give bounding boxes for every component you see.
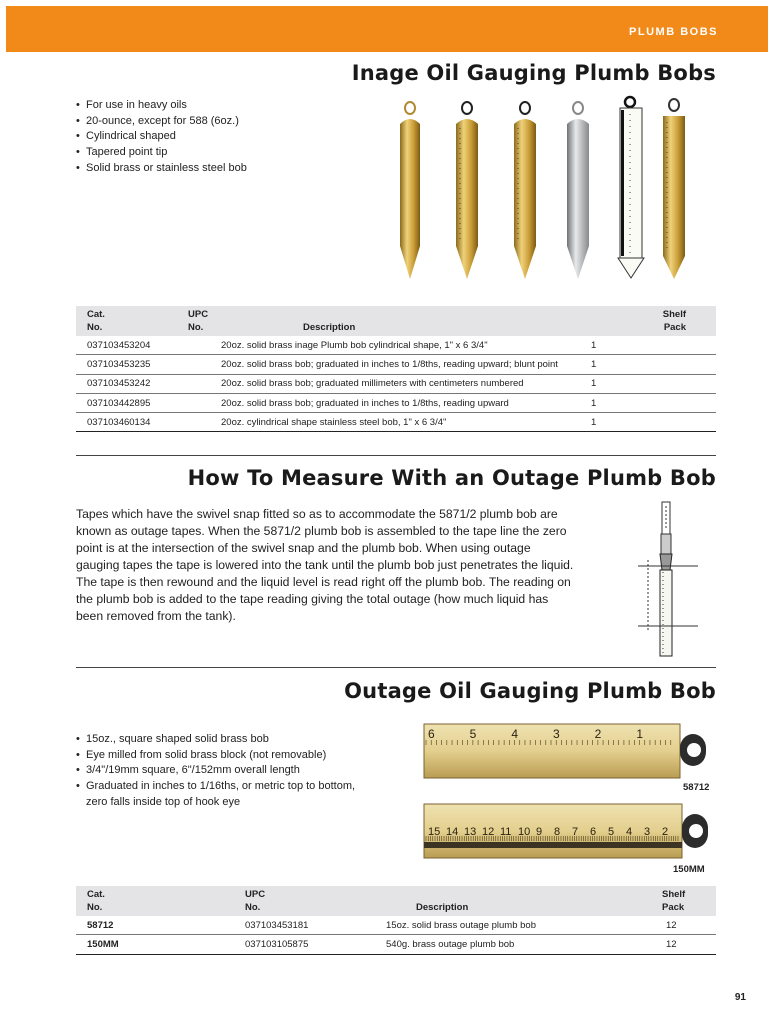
cat-no: 037103453242 [76,374,177,393]
cat-no: 58712 [76,916,205,935]
outage-tape-diagram [628,500,708,660]
section2-paragraph: Tapes which have the swivel snap fitted so as to accommodate the 5871/2 plumb bob are known as outage tapes. When the 5871/2 plumb bob is assembled to the tape line the zero point is at the intersection of the swivel snap and the plumb bob. When using outage gauging tapes the tape is lowered into the tank until the plumb bob just penetrates the liquid. The tape is then rewound and the liquid level is read right off the plumb bob. The reading on the plumb bob is added to the tape reading giving the total outage (how much liquid has been removed from the tank). [76,507,574,623]
col-desc: Description [292,306,591,336]
page-number: 91 [734,992,746,1003]
table-row [76,393,716,412]
table-row [76,336,716,355]
section2-title: How To Measure With an Outage Plumb Bob [187,466,716,490]
shelf-pack: 1 [591,336,716,355]
bullet: • Cylindrical shaped [76,129,247,145]
ruler-number: 2 [662,826,669,838]
outage-bob-58712-image [420,720,710,782]
cat-no: 150MM [76,935,205,954]
col-upc: UPC No. [205,886,366,916]
cat-no: 037103453204 [76,336,177,355]
ruler-number: 9 [536,826,543,838]
ruler-number: 5 [469,727,477,741]
col-pack: Shelf Pack [602,886,716,916]
section3-table [76,886,716,955]
shelf-pack: 1 [591,413,716,432]
ruler-number: 1 [636,727,644,741]
bullet: • 3/4"/19mm square, 6"/152mm overall length [76,763,376,779]
upc-no: 037103105875 [205,935,366,954]
ruler-number: 12 [482,826,495,838]
bullet: • 20-ounce, except for 588 (6oz.) [76,114,247,130]
upc-no: 037103453181 [205,916,366,935]
section1-title: Inage Oil Gauging Plumb Bobs [351,61,716,85]
bob-brass-tall [663,99,685,279]
ruler-number: 11 [500,826,512,838]
shelf-pack: 1 [591,374,716,393]
shelf-pack: 1 [591,393,716,412]
caption-150mm: 150MM [673,864,705,875]
divider [76,455,716,456]
bullet: • 15oz., square shaped solid brass bob [76,732,376,748]
col-cat: Cat. No. [76,886,205,916]
divider [76,667,716,668]
description: 20oz. solid brass bob; graduated in inches to 1/8ths, reading upward; blunt point [177,355,591,374]
section1-bullets [76,98,247,177]
bob-brass-graduated [456,102,478,279]
shelf-pack: 12 [602,916,716,935]
caption-58712: 58712 [683,782,710,793]
ruler-number: 14 [446,826,459,838]
bullet: • Graduated in inches to 1/16ths, or metric top to bottom, zero falls inside top of hook eye [76,779,376,810]
ruler-number: 4 [511,727,519,741]
bullet: • Solid brass or stainless steel bob [76,161,247,177]
table-row [76,935,716,954]
outage-bob-150mm-image [420,798,710,864]
table-header [76,886,716,916]
ruler-number: 6 [590,826,597,838]
bob-stainless [567,102,589,279]
ruler-number: 6 [428,727,435,741]
description: 15oz. solid brass outage plumb bob [366,916,602,935]
description: 20oz. solid brass bob; graduated in inches to 1/8ths, reading upward [177,393,591,412]
section1-table [76,306,716,432]
ruler-number: 5 [608,826,615,838]
ruler-number: 8 [554,826,561,838]
bullet: • Eye milled from solid brass block (not removable) [76,748,376,764]
ruler-number: 4 [626,826,633,838]
table-row [76,916,716,935]
bullet: • Tapered point tip [76,145,247,161]
cat-no: 037103442895 [76,393,177,412]
col-desc: Description [366,886,602,916]
table-header [76,306,716,336]
col-cat: Cat. No. [76,306,177,336]
section3-bullets [76,732,376,811]
description: 20oz. solid brass inage Plumb bob cylindrical shape, 1" x 6 3/4" [177,336,591,355]
col-pack: Shelf Pack [591,306,716,336]
plumb-bobs-image [390,96,690,286]
cat-no: 037103453235 [76,355,177,374]
col-upc: UPC No. [177,306,292,336]
shelf-pack: 12 [602,935,716,954]
cat-no: 037103460134 [76,413,177,432]
bob-outage-scale [618,97,644,278]
table-row [76,413,716,432]
ruler-number: 3 [644,826,651,838]
ruler-number: 3 [553,727,560,741]
description: 20oz. solid brass bob; graduated millimeters with centimeters numbered [177,374,591,393]
bullet: • For use in heavy oils [76,98,247,114]
section-label: PLUMB BOBS [629,26,718,38]
ruler-number: 13 [464,826,477,838]
ruler-number: 15 [428,826,441,838]
header-bar [6,6,768,52]
bob-brass-metric [514,102,536,279]
table-row [76,355,716,374]
bob-brass-plain [400,102,420,279]
ruler-number: 7 [572,826,579,838]
ruler-number: 10 [518,826,531,838]
shelf-pack: 1 [591,355,716,374]
description: 540g. brass outage plumb bob [366,935,602,954]
section3-title: Outage Oil Gauging Plumb Bob [344,679,716,703]
table-row [76,374,716,393]
description: 20oz. cylindrical shape stainless steel bob, 1" x 6 3/4" [177,413,591,432]
ruler-number: 2 [594,727,602,741]
